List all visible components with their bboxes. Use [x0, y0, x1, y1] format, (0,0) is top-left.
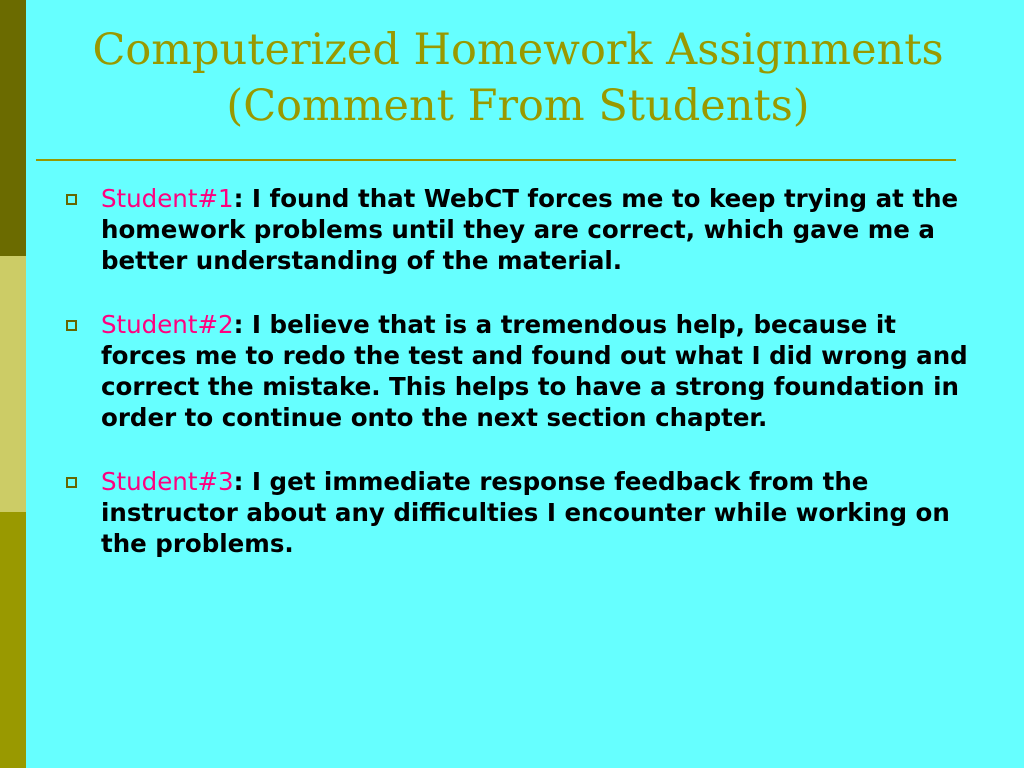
comment-text: : I get immediate response feedback from the instructor about any difficulties I encounter while working on the problems. [101, 467, 950, 558]
side-stripe-middle [0, 256, 26, 512]
square-bullet-icon [66, 320, 77, 331]
student-label: Student#2 [101, 310, 234, 339]
square-bullet-icon [66, 194, 77, 205]
slide-title-line-1: Computerized Homework Assignments [92, 25, 944, 75]
title-divider [36, 159, 956, 161]
comment-text: : I found that WebCT forces me to keep trying at the homework problems until they are correct, which gave me a better understanding of the material. [101, 184, 959, 275]
comment-item-student-2 [64, 309, 974, 433]
student-label: Student#3 [101, 467, 234, 496]
comment-text: : I believe that is a tremendous help, because it forces me to redo the test and found out what I did wrong and correct the mistake. This helps to have a strong foundation in order to continue onto the next section chapter. [101, 310, 968, 432]
comment-item-student-1 [64, 183, 974, 276]
slide-title [30, 22, 1006, 134]
side-stripe-top [0, 0, 26, 256]
comment-item-student-3 [64, 466, 974, 559]
side-stripe-bottom [0, 512, 26, 768]
comment-list [64, 183, 974, 592]
slide-title-line-2: (Comment From Students) [226, 81, 810, 131]
student-label: Student#1 [101, 184, 234, 213]
square-bullet-icon [66, 477, 77, 488]
